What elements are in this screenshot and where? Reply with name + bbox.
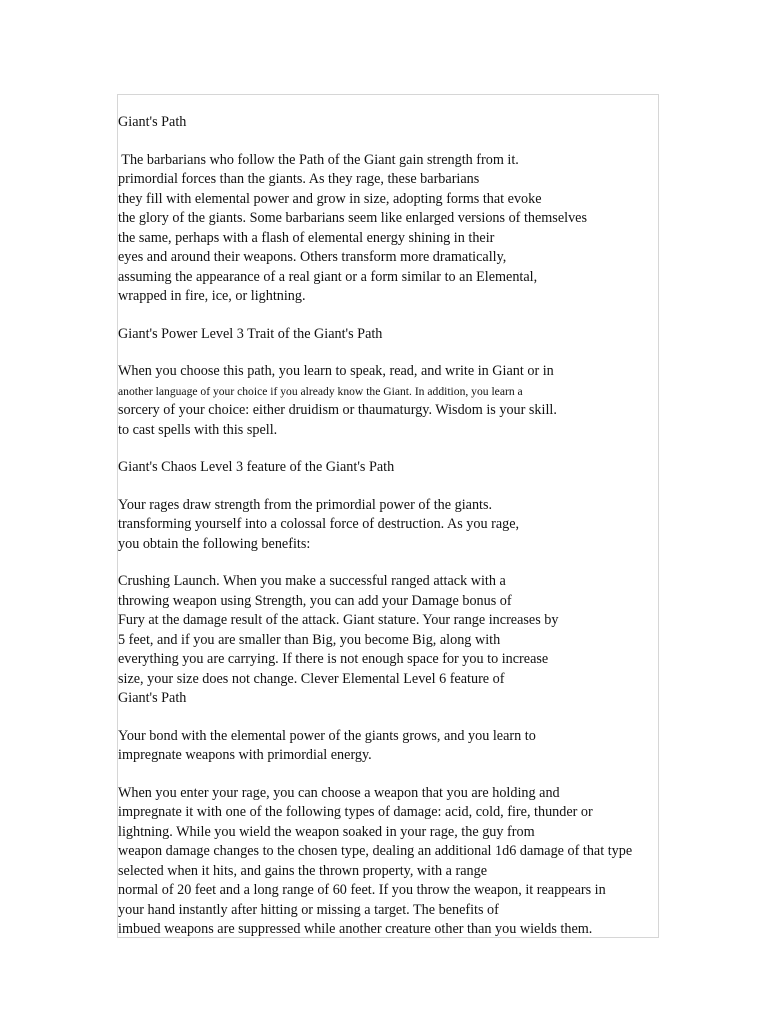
text-line: weapon damage changes to the chosen type, dealing an additional 1d6 damage of that type — [118, 843, 633, 859]
text-line: wrapped in fire, ice, or lightning. — [118, 288, 306, 304]
text-line: 5 feet, and if you are smaller than Big, you become Big, along with — [118, 631, 501, 648]
heading-giants-chaos — [118, 458, 658, 478]
text-line: Giant's Power Level 3 Trait of the Giant's Path — [118, 325, 383, 342]
text-line: eyes and around their weapons. Others transform more dramatically, — [118, 249, 507, 265]
paragraph-gap — [118, 307, 658, 325]
text-line: assuming the appearance of a real giant or a form similar to an Elemental, — [118, 268, 538, 285]
rage-weapon-paragraph — [118, 784, 658, 940]
paragraph-gap — [118, 344, 658, 362]
text-line: they fill with elemental power and grow in size, adopting forms that evoke — [118, 190, 542, 207]
text-line: Fury at the damage result of the attack. Giant stature. Your range increases by — [118, 612, 559, 628]
paragraph-gap — [118, 709, 658, 727]
intro-paragraph — [118, 151, 658, 307]
paragraph-gap — [118, 478, 658, 496]
text-line: The barbarians who follow the Path of the Giant gain strength from it. — [118, 151, 519, 168]
text-line: Crushing Launch. When you make a successful ranged attack with a — [118, 573, 506, 589]
text-line: Giant's Path — [118, 114, 187, 130]
text-line: size, your size does not change. Clever Elemental Level 6 feature of — [118, 670, 505, 687]
text-line: another language of your choice if you already know the Giant. In addition, you learn a — [118, 384, 523, 398]
paragraph-gap — [118, 440, 658, 458]
text-line: Your rages draw strength from the primordial power of the giants. — [118, 496, 493, 513]
text-line: imbued weapons are suppressed while another creature other than you wields them. — [118, 921, 593, 937]
text-line: you obtain the following benefits: — [118, 535, 311, 552]
heading-giants-path — [118, 113, 658, 133]
text-line: Your bond with the elemental power of the giants grows, and you learn to — [118, 727, 536, 744]
text-line: the same, perhaps with a flash of elemental energy shining in their — [118, 229, 495, 246]
crushing-launch-paragraph — [118, 572, 658, 709]
text-line: to cast spells with this spell. — [118, 421, 278, 438]
text-line: When you choose this path, you learn to speak, read, and write in Giant or in — [118, 363, 554, 379]
text-line: selected when it hits, and gains the thrown property, with a range — [118, 862, 488, 879]
text-line: normal of 20 feet and a long range of 60 feet. If you throw the weapon, it reappears in — [118, 882, 606, 898]
document-body — [118, 113, 658, 940]
paragraph-gap — [118, 766, 658, 784]
text-line: the glory of the giants. Some barbarians seem like enlarged versions of themselves — [118, 210, 587, 226]
text-line: impregnate weapons with primordial energy. — [118, 747, 372, 763]
text-line: everything you are carrying. If there is not enough space for you to increase — [118, 651, 549, 667]
giants-power-paragraph — [118, 362, 658, 440]
paragraph-gap — [118, 554, 658, 572]
text-line: Giant's Chaos Level 3 feature of the Giant's Path — [118, 459, 395, 475]
text-line: your hand instantly after hitting or missing a target. The benefits of — [118, 901, 499, 918]
text-line: sorcery of your choice: either druidism or thaumaturgy. Wisdom is your skill. — [118, 402, 557, 418]
text-line: primordial forces than the giants. As they rage, these barbarians — [118, 171, 480, 187]
text-line: impregnate it with one of the following types of damage: acid, cold, fire, thunder or — [118, 804, 593, 820]
text-line: lightning. While you wield the weapon soaked in your rage, the guy from — [118, 823, 535, 840]
giants-chaos-paragraph — [118, 496, 658, 555]
text-line: transforming yourself into a colossal force of destruction. As you rage, — [118, 516, 520, 532]
paragraph-gap — [118, 133, 658, 151]
heading-giants-power — [118, 325, 658, 345]
text-line: When you enter your rage, you can choose a weapon that you are holding and — [118, 784, 560, 801]
elemental-bond-paragraph — [118, 727, 658, 766]
text-line: Giant's Path — [118, 690, 187, 706]
text-line: throwing weapon using Strength, you can add your Damage bonus of — [118, 592, 512, 609]
